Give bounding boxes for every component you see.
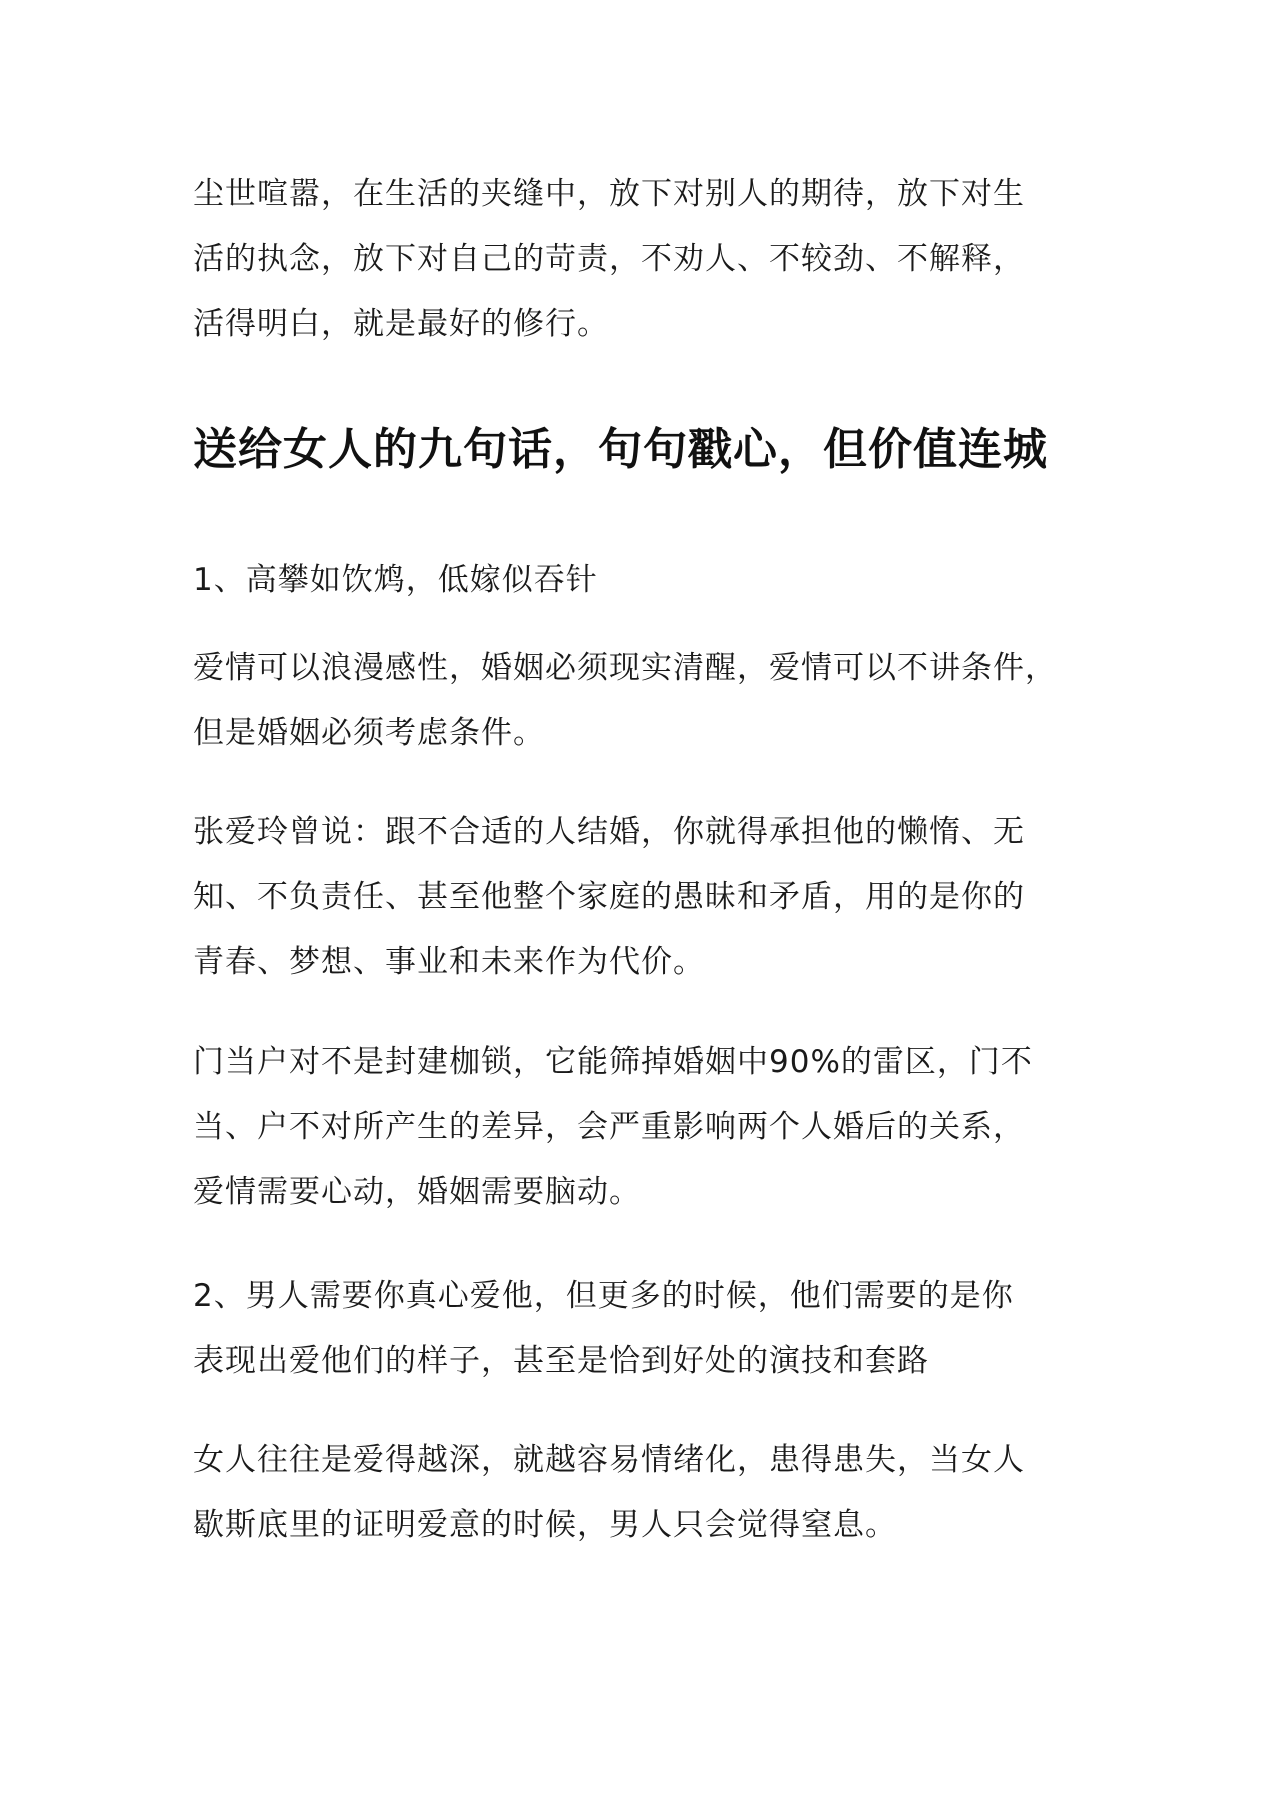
article-title: 送给女人的九句话，句句戳心，但价值连城 bbox=[193, 424, 1048, 475]
section-1-paragraph-3 bbox=[193, 1030, 1093, 1225]
text-line: 女人往往是爱得越深，就越容易情绪化，患得患失，当女人 bbox=[193, 1442, 1025, 1478]
section-1-paragraph-1 bbox=[193, 636, 1093, 766]
text-line: 知、不负责任、甚至他整个家庭的愚昧和矛盾，用的是你的 bbox=[193, 879, 1025, 915]
text-line: 尘世喧嚣，在生活的夹缝中，放下对别人的期待，放下对生 bbox=[193, 176, 1025, 212]
text-line: 当、户不对所产生的差异，会严重影响两个人婚后的关系， bbox=[193, 1109, 1025, 1145]
text-line: 张爱玲曾说：跟不合适的人结婚，你就得承担他的懒惰、无 bbox=[193, 814, 1025, 850]
section-1-heading bbox=[193, 548, 1093, 613]
text-line: 爱情可以浪漫感性，婚姻必须现实清醒，爱情可以不讲条件， bbox=[193, 650, 1057, 686]
section-2-heading bbox=[193, 1264, 1093, 1394]
heading-line: 表现出爱他们的样子，甚至是恰到好处的演技和套路 bbox=[193, 1343, 929, 1379]
text-line: 门当户对不是封建枷锁，它能筛掉婚姻中90%的雷区，门不 bbox=[193, 1044, 1033, 1080]
text-line: 但是婚姻必须考虑条件。 bbox=[193, 715, 545, 751]
section-1-paragraph-2 bbox=[193, 800, 1093, 995]
text-line: 青春、梦想、事业和未来作为代价。 bbox=[193, 944, 705, 980]
text-line: 活得明白，就是最好的修行。 bbox=[193, 306, 609, 342]
section-2-paragraph-1 bbox=[193, 1428, 1093, 1558]
text-line: 爱情需要心动，婚姻需要脑动。 bbox=[193, 1174, 641, 1210]
text-line: 活的执念，放下对自己的苛责，不劝人、不较劲、不解释， bbox=[193, 241, 1025, 277]
intro-paragraph bbox=[193, 162, 1093, 357]
heading-line: 1、高攀如饮鸩，低嫁似吞针 bbox=[193, 562, 598, 598]
text-line: 歇斯底里的证明爱意的时候，男人只会觉得窒息。 bbox=[193, 1507, 897, 1543]
heading-line: 2、男人需要你真心爱他，但更多的时候，他们需要的是你 bbox=[193, 1278, 1014, 1314]
